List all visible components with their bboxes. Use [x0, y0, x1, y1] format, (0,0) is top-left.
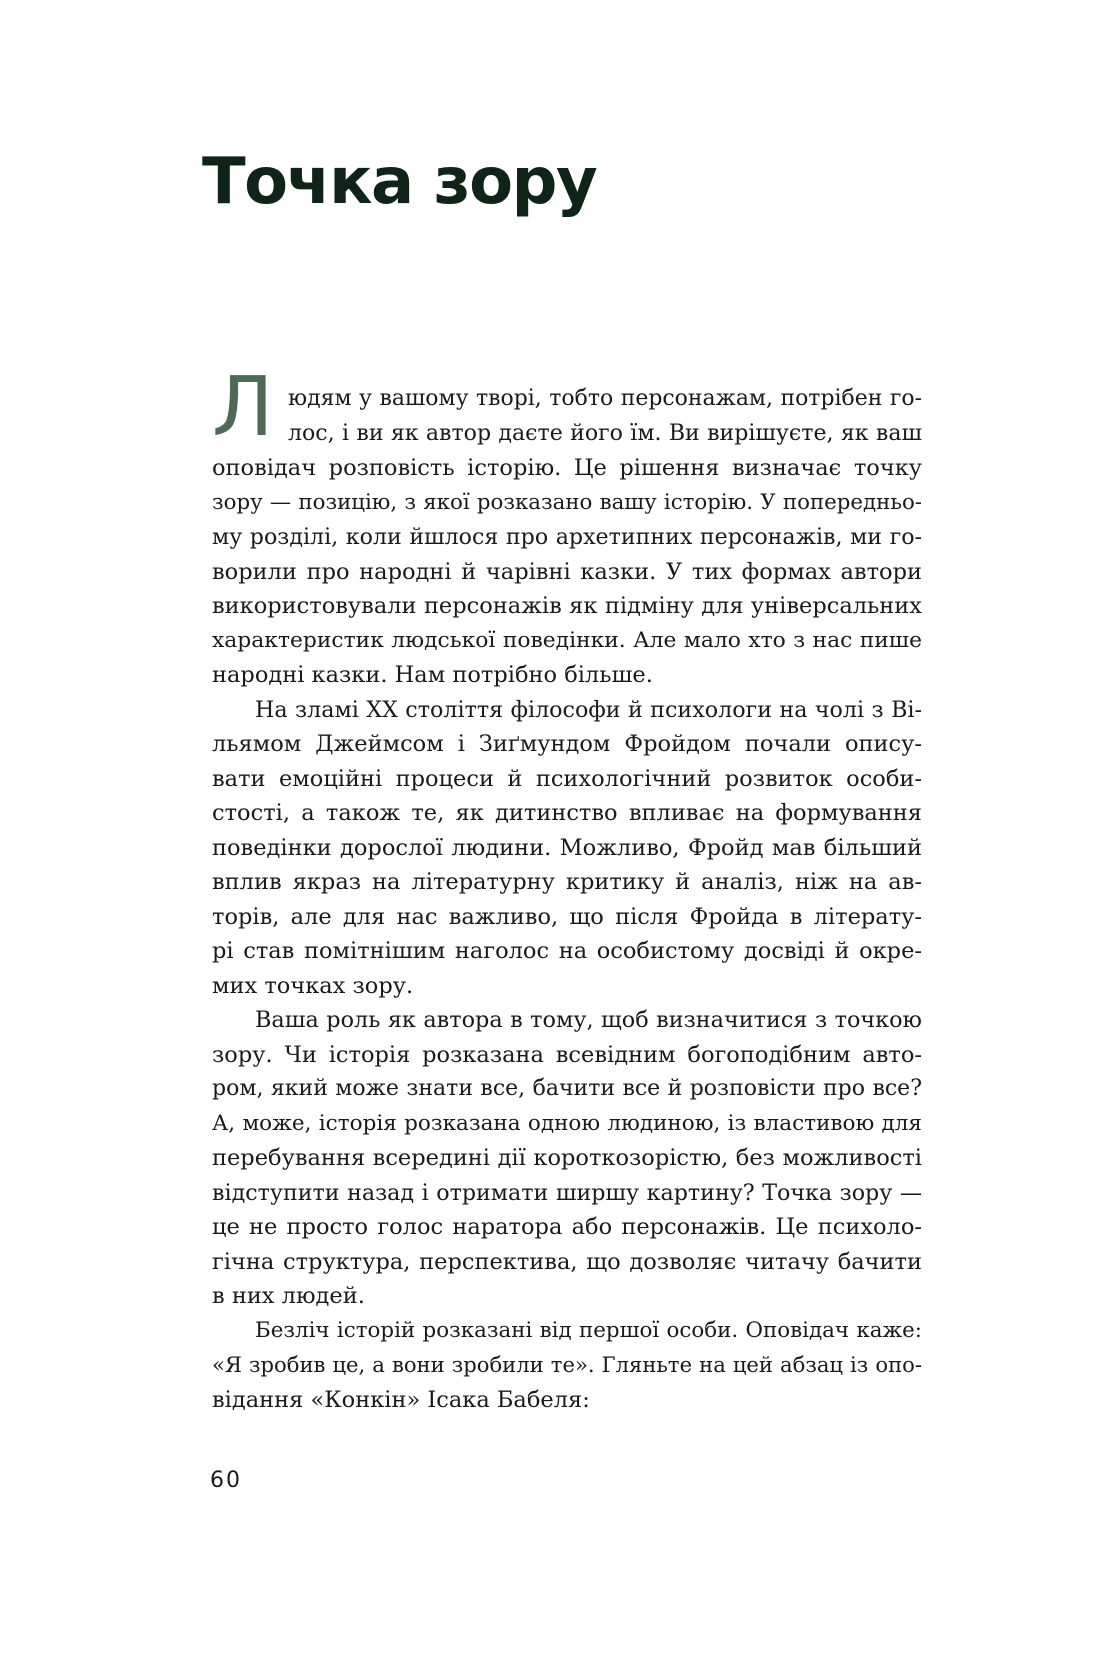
text-line: лос, і ви як автор даєте його їм. Ви вирішуєте, як ваш — [288, 420, 922, 446]
paragraph — [212, 1003, 922, 1314]
text-line: ром, який може знати все, бачити все й розповісти про все? — [212, 1076, 922, 1101]
text-line: юдям у вашому творі, тобто персонажам, потрібен го- — [288, 386, 922, 411]
paragraph — [212, 693, 922, 1004]
text-line: відання «Конкін» Ісака Бабеля: — [212, 1386, 590, 1413]
text-line: Ваша роль як автора в тому, щоб визначитися з точкою — [255, 1007, 922, 1033]
text-line: це не просто голос наратора або персонажів. Це психоло- — [212, 1214, 922, 1240]
text-line: оповідач розповість історію. Це рішення визначає точку — [212, 455, 922, 481]
text-line: перебування всередині дії короткозорістю, без можливості — [212, 1145, 922, 1171]
text-line: торів, але для нас важливо, що після Фройда в літерату- — [212, 903, 922, 930]
text-line: вплив якраз на літературну критику й аналіз, ніж на ав- — [212, 869, 922, 895]
text-line: му розділі, коли йшлося про архетипних персонажів, ми го- — [212, 524, 922, 550]
text-line: ворили про народні й чарівні казки. У тих формах автори — [212, 558, 922, 585]
text-line: вати емоційні процеси й психологічний розвиток особи- — [212, 765, 922, 792]
text-line: характеристик людської поведінки. Але мало хто з нас пише — [212, 627, 922, 653]
text-line: На зламі XX століття філософи й психологи на чолі з Ві- — [255, 696, 922, 723]
paragraph — [212, 1314, 922, 1418]
drop-cap: Л — [212, 360, 274, 455]
text-line: Безліч історій розказані від першої особи. Оповідач каже: — [255, 1317, 922, 1343]
text-line: народні казки. Нам потрібно більше. — [212, 662, 653, 688]
text-line: поведінки дорослої людини. Можливо, Фройд мав більший — [212, 834, 922, 861]
paragraph — [212, 382, 922, 693]
text-line: «Я зробив це, а вони зробили те». Гляньте на цей абзац із опо- — [212, 1352, 922, 1377]
text-line: А, може, історія розказана одною людиною, із властивою для — [212, 1110, 922, 1136]
text-line: стості, а також те, як дитинство впливає на формування — [212, 800, 922, 826]
body-text — [212, 382, 922, 1417]
text-line: льямом Джеймсом і Зиґмундом Фройдом почали опису- — [212, 731, 922, 757]
text-line: зору. Чи історія розказана всевідним богоподібним авто- — [212, 1041, 922, 1068]
text-line: зору — позицію, з якої розказано вашу історію. У попередньо- — [212, 489, 922, 515]
page-number: 60 — [210, 1468, 242, 1493]
text-line: гічна структура, перспектива, що дозволяє читачу бачити — [212, 1248, 922, 1275]
chapter-title: Точка зору — [202, 145, 597, 219]
text-line: відступити назад і отримати ширшу картину? Точка зору — — [212, 1179, 922, 1206]
text-line: мих точках зору. — [212, 972, 414, 999]
text-line: рі став помітнішим наголос на особистому досвіді й окре- — [212, 938, 922, 964]
text-line: в них людей. — [212, 1283, 365, 1309]
text-line: використовували персонажів як підміну для універсальних — [212, 593, 922, 619]
